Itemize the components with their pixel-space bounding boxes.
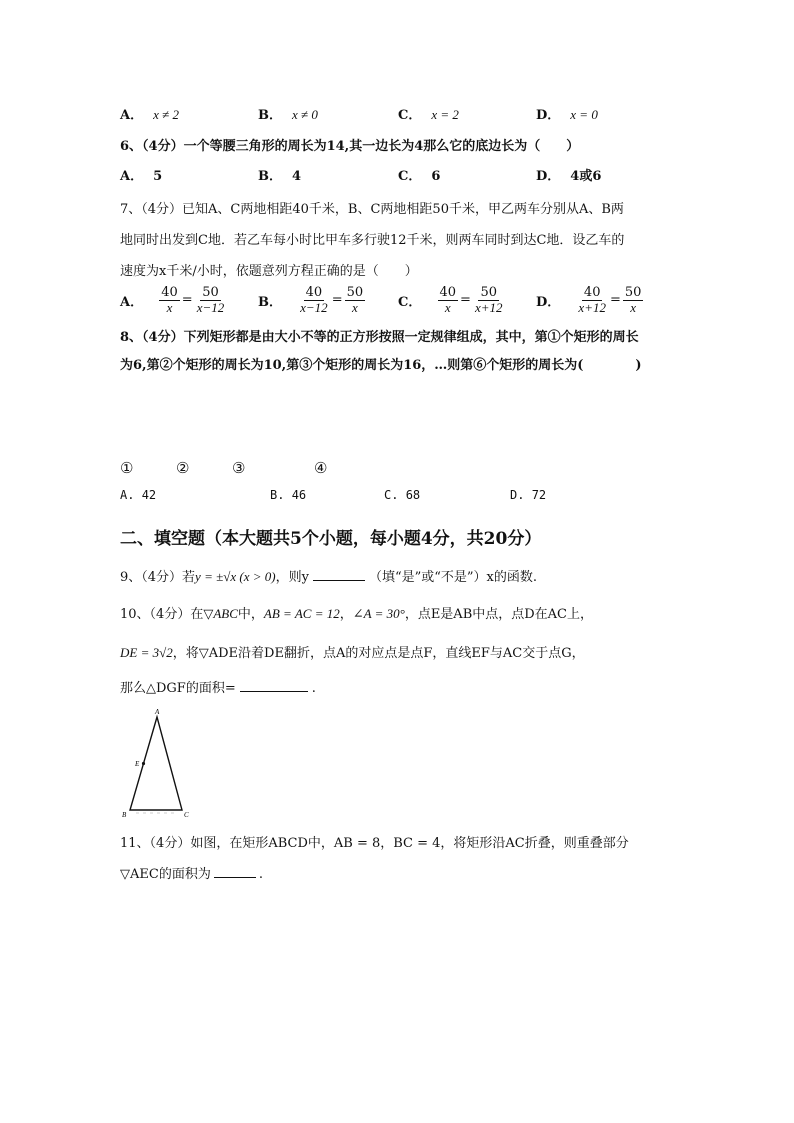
q6-stem: 6、（4分）一个等腰三角形的周长为14,其一边长为4那么它的底边长为（ ） [120, 139, 580, 154]
q11-answer-blank[interactable] [214, 877, 256, 878]
q8-figure-label-4: ④ [314, 459, 328, 477]
q10-triangle-figure [118, 706, 198, 822]
q10-stem-line3: 那么△DGF的面积= . [120, 681, 316, 696]
q6-option-b: B． 4 [258, 169, 302, 184]
q8-stem-line1: 8、（4分）下列矩形都是由大小不等的正方形按照一定规律组成，其中，第①个矩形的周长 [120, 330, 639, 345]
q10-stem-line1: 10、（4分）在▽ABC中，AB = AC = 12，∠A = 30°，点E是AB中点，点D在AC上， [120, 606, 594, 622]
section-title: 二、填空题（本大题共5个小题，每小题4分，共20分） [120, 529, 542, 549]
figure-label-e: E [135, 760, 140, 768]
q10-answer-blank[interactable] [240, 691, 308, 692]
q8-option-b: B. 46 [270, 488, 307, 502]
q7-stem-line1: 7、（4分）已知A、C两地相距40千米，B、C两地相距50千米，甲乙两车分别从A、B两 [120, 202, 624, 217]
q11-stem-line1: 11、（4分）如图，在矩形ABCD中，AB = 8，BC = 4，将矩形沿AC折叠，则重叠部分 [120, 836, 629, 851]
q7-option-b: B． $\frac{40}{x-12}$ = $\frac{50}{x}$ [258, 285, 364, 315]
q6-option-c: C． 6 [398, 169, 441, 184]
q8-option-a: A. 42 [120, 488, 157, 502]
q8-option-d: D. 72 [510, 488, 547, 502]
q8-figure-label-3: ③ [232, 459, 246, 477]
q7-option-c: C． $\frac{40}{x}$ = $\frac{50}{x+12}$ [398, 285, 503, 315]
q7-stem-line3: 速度为x千米/小时，依题意列方程正确的是（ ） [120, 264, 418, 279]
point-e [142, 762, 145, 765]
q8-stem-line2: 为6,第②个矩形的周长为10,第③个矩形的周长为16，…则第⑥个矩形的周长为( ) [120, 358, 642, 373]
q6-option-d: D． 4或6 [536, 169, 602, 184]
q7-option-a: A． $\frac{40}{x}$ = $\frac{50}{x-12}$ [120, 285, 225, 315]
q8-figure-label-2: ② [176, 459, 190, 477]
q9-stem: 9、（4分）若y = ±√x (x > 0)，则y （填“是”或“不是”）x的函数. [120, 569, 538, 585]
q8-figure-label-1: ① [120, 459, 134, 477]
q9-answer-blank[interactable] [313, 580, 365, 581]
q5-option-d: D． x = 0 [536, 107, 598, 123]
q10-stem-line2: DE = 3√2，将▽ADE沿着DE翻折，点A的对应点是点F，直线EF与AC交于点G， [120, 645, 585, 661]
q11-stem-line2: ▽AEC的面积为 . [120, 867, 263, 882]
q9-math: y = ±√x (x > 0) [195, 569, 276, 584]
q7-stem-line2: 地同时出发到C地．若乙车每小时比甲车多行驶12千米，则两车同时到达C地．设乙车的 [120, 233, 625, 248]
figure-label-c: C [184, 811, 189, 819]
q6-option-a: A． 5 [120, 169, 163, 184]
figure-label-b: B [122, 811, 127, 819]
q8-option-c: C. 68 [384, 488, 421, 502]
q5-option-b: B． x ≠ 0 [258, 107, 318, 123]
q7-option-d: D． $\frac{40}{x+12}$ = $\frac{50}{x}$ [536, 285, 642, 315]
q5-option-a: A． x ≠ 2 [120, 107, 179, 123]
figure-label-a: A [155, 708, 160, 716]
q5-option-c: C． x = 2 [398, 107, 459, 123]
